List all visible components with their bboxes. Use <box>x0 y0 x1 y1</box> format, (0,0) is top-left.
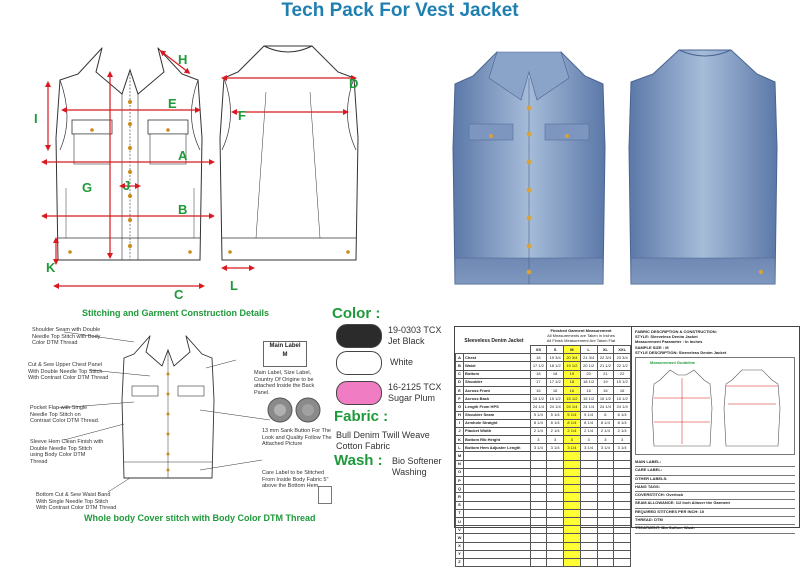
spec-table <box>455 345 631 567</box>
measure-cell: 17 1/2 <box>530 362 547 370</box>
spec-heading-3: All Finish Measurement Are Taken Flat <box>546 338 616 343</box>
point-code: O <box>456 468 464 476</box>
table-row <box>456 370 631 378</box>
measure-label-i: I <box>34 111 38 126</box>
table-row <box>456 411 631 419</box>
point-code: V <box>456 526 464 534</box>
measure-cell: 5 1/4 <box>580 411 597 419</box>
measure-cell: 19 <box>597 378 614 386</box>
measure-cell: 16 <box>530 386 547 394</box>
spec-heading-2: All Measurements are Taken in Inches <box>547 333 615 338</box>
measure-cell: 8 1/4 <box>530 419 547 427</box>
swatch-sugar-plum <box>336 381 382 405</box>
measure-cell: 18 1/2 <box>580 378 597 386</box>
measure-cell: 16 <box>580 386 597 394</box>
measure-cell: 3 1/4 <box>564 444 581 452</box>
point-name: Waist <box>464 362 531 370</box>
denim-vest-renders <box>425 38 790 293</box>
measure-cell: 2 1/4 <box>580 427 597 435</box>
table-row <box>456 468 631 476</box>
measure-cell: 15 1/2 <box>597 395 614 403</box>
measure-cell: 8 1/4 <box>547 419 564 427</box>
note-chest-panel: Cut & Sew Upper Chest Panel With Double Needle Top Stitch With Contrast Color DTM Thread <box>28 362 109 381</box>
spec-label-line: COVERSTITCH: Overlock <box>635 492 795 500</box>
spec-label-line: THREAD: DTM <box>635 517 795 525</box>
note-pocket-flap: Pocket Flap with Single Needle Top Stitch on Contrast Color DTM Thread. <box>30 405 100 424</box>
measure-label-l: L <box>230 278 238 293</box>
measure-cell: 21 3/4 <box>580 354 597 362</box>
measure-label-d: D <box>349 76 359 91</box>
spec-label-line: OTHER LABELS: <box>635 476 795 484</box>
measure-cell: 23 3/4 <box>614 354 631 362</box>
measure-label-j: J <box>123 178 131 193</box>
measure-cell: 3 <box>580 436 597 444</box>
measure-label-h: H <box>178 52 188 67</box>
point-name: Across Back <box>464 395 531 403</box>
measurement-guideline-box <box>635 357 795 455</box>
size-header-cell: S <box>547 346 564 354</box>
table-row <box>456 477 631 485</box>
swatch-sugar-plum-label: 16-2125 TCX Sugar Plum <box>388 382 442 403</box>
measure-cell: 8 1/4 <box>614 419 631 427</box>
fabric-value: Bull Denim Twill Weave Cotton Fabric <box>336 430 430 451</box>
point-code: Q <box>456 485 464 493</box>
spec-sample-size: SAMPLE SIZE : M <box>635 344 669 350</box>
main-label-box <box>263 341 307 367</box>
spec-label-line: REQUIRED STITCHES PER INCH: 10 <box>635 509 795 517</box>
spec-info-block <box>635 329 795 355</box>
measure-cell: 15 1/2 <box>547 395 564 403</box>
measure-cell: 24 1/4 <box>564 403 581 411</box>
measure-cell: 17 1/2 <box>547 378 564 386</box>
point-code: S <box>456 501 464 509</box>
size-header-cell: XL <box>597 346 614 354</box>
measure-cell: 6 1/4 <box>614 411 631 419</box>
table-row <box>456 378 631 386</box>
swatch-white-label: White <box>390 357 414 367</box>
table-row <box>456 403 631 411</box>
point-code: G <box>456 403 464 411</box>
point-code: P <box>456 477 464 485</box>
point-code: D <box>456 378 464 386</box>
measure-cell: 24 1/4 <box>547 403 564 411</box>
point-code: T <box>456 509 464 517</box>
spec-label-line: MAIN LABEL: <box>635 459 795 467</box>
measure-cell: 6 <box>597 411 614 419</box>
measure-cell: 22 <box>614 370 631 378</box>
note-shoulder-seam: Shoulder Seam with Double Needle Top Stitch with Body Color DTM Thread <box>32 327 101 346</box>
spec-style-desc: STYLE DESCRIPTION: Sleeveless Denim Jacket <box>635 349 727 355</box>
main-label-size: M <box>282 352 288 358</box>
measure-cell: 22 1/2 <box>614 362 631 370</box>
measure-cell: 18 <box>530 370 547 378</box>
measure-label-c: C <box>174 287 184 302</box>
measure-cell: 8 1/4 <box>580 419 597 427</box>
measure-cell: 15 1/2 <box>580 395 597 403</box>
measure-cell: 22 3/4 <box>597 354 614 362</box>
note-care-label: Care Label to be Stitched From Inside Body Fabric 5" above the Bottom Hem <box>262 470 329 489</box>
measure-cell: 3 <box>597 436 614 444</box>
spec-fabric-title: FABRIC DESCRIPTION & CONSTRUCTION: <box>635 329 717 334</box>
measure-cell: 15 1/2 <box>530 395 547 403</box>
guideline-sketch <box>644 368 790 452</box>
button-photo <box>266 394 324 426</box>
point-code: X <box>456 542 464 550</box>
measure-cell: 3 <box>614 436 631 444</box>
point-name: Across Front <box>464 386 531 394</box>
point-code: E <box>456 386 464 394</box>
spec-heading-1: Finished Garment Measurement <box>550 328 612 333</box>
point-code: I <box>456 419 464 427</box>
measure-cell: 16 <box>547 386 564 394</box>
spec-size-header <box>456 346 631 354</box>
point-code: Y <box>456 550 464 558</box>
measure-cell: 21 <box>597 370 614 378</box>
measure-cell: 16 <box>597 386 614 394</box>
measure-cell: 18 <box>564 378 581 386</box>
point-code: W <box>456 534 464 542</box>
measure-cell: 5 1/4 <box>564 411 581 419</box>
measure-cell: 18 <box>530 354 547 362</box>
measure-cell: 3 1/4 <box>580 444 597 452</box>
table-row <box>456 395 631 403</box>
measure-cell: 15 1/2 <box>564 395 581 403</box>
measure-cell: 5 1/4 <box>547 411 564 419</box>
point-code: L <box>456 444 464 452</box>
measure-cell: 5 1/4 <box>530 411 547 419</box>
spec-style: STYLE: Sleeveless Denim Jacket <box>635 334 698 340</box>
size-header-cell: L <box>580 346 597 354</box>
measure-cell: 19 1/2 <box>564 362 581 370</box>
measure-cell: 18 <box>547 370 564 378</box>
wash-value: Bio Softener Washing <box>392 456 442 477</box>
measure-cell: 24 1/4 <box>580 403 597 411</box>
measure-cell: 17 <box>530 378 547 386</box>
point-code: A <box>456 354 464 362</box>
main-label-title: Main Label <box>269 343 301 349</box>
measure-cell: 24 1/4 <box>614 403 631 411</box>
table-row <box>456 452 631 460</box>
point-code: J <box>456 427 464 435</box>
body-cover-caption: Whole body Cover stitch with Body Color DTM Thread <box>84 513 316 523</box>
point-name: Placket Width <box>464 427 531 435</box>
note-sleeve-hem: Sleeve Hem Clean Finish with Double Needle Top Stitch using Body Color DTM Thread <box>30 439 104 465</box>
point-code: B <box>456 362 464 370</box>
table-row <box>456 444 631 452</box>
point-name: Chest <box>464 354 531 362</box>
measure-label-g: G <box>82 180 93 195</box>
table-row <box>456 509 631 517</box>
point-code: H <box>456 411 464 419</box>
measure-cell: 15 1/2 <box>614 395 631 403</box>
measure-cell: 16 <box>614 386 631 394</box>
note-main-label: Main Label, Size Label, Country Of Origine to be attached Inside the Back Panel. <box>254 370 315 396</box>
measure-cell: 24 1/4 <box>597 403 614 411</box>
measure-label-b: B <box>178 202 188 217</box>
measure-cell: 2 1/4 <box>614 427 631 435</box>
point-name: Bottom Rib Height <box>464 436 531 444</box>
measure-cell: 19 <box>564 370 581 378</box>
measure-cell: 19 1/2 <box>614 378 631 386</box>
table-row <box>456 534 631 542</box>
measure-cell: 21 1/2 <box>597 362 614 370</box>
front-denim-vest <box>453 52 605 284</box>
measure-cell: 2 1/4 <box>564 427 581 435</box>
spec-label-line: CARE LABEL: <box>635 467 795 475</box>
size-header-cell: XXL <box>614 346 631 354</box>
point-code: F <box>456 395 464 403</box>
stitching-caption: Stitching and Garment Construction Details <box>82 308 270 318</box>
table-row <box>456 558 631 566</box>
measure-cell: 3 <box>530 436 547 444</box>
spec-label-line: SEAM ALLOWANCE: 1/2 Inch Allover the Garment <box>635 500 795 508</box>
measure-cell: 3 1/4 <box>597 444 614 452</box>
measure-cell: 8 1/4 <box>564 419 581 427</box>
measure-cell: 18 1/2 <box>547 362 564 370</box>
point-code: N <box>456 460 464 468</box>
back-denim-vest <box>629 50 777 284</box>
measure-label-a: A <box>178 148 188 163</box>
note-button: 13 mm Sank Button For The Look and Quality Follow The Attached Picture <box>262 428 332 447</box>
point-code: K <box>456 436 464 444</box>
swatch-jet-black <box>336 324 382 348</box>
point-name: Shoulder <box>464 378 531 386</box>
table-row <box>456 436 631 444</box>
measure-cell: 3 <box>547 436 564 444</box>
spec-measure-param: Measurement Parameter : In Inches <box>635 339 703 345</box>
table-row <box>456 460 631 468</box>
table-row <box>456 362 631 370</box>
measure-cell: 2 1/4 <box>597 427 614 435</box>
table-row <box>456 542 631 550</box>
point-code: R <box>456 493 464 501</box>
table-row <box>456 354 631 362</box>
table-row <box>456 501 631 509</box>
guideline-title: Measurement Guideline <box>650 360 696 365</box>
point-name: Bottom <box>464 370 531 378</box>
table-row <box>456 386 631 394</box>
page-title: Tech Pack For Vest Jacket <box>281 0 519 21</box>
measure-cell: 20 3/4 <box>564 354 581 362</box>
fabric-heading: Fabric : <box>334 408 389 425</box>
table-row <box>456 493 631 501</box>
point-code: U <box>456 517 464 525</box>
table-row <box>456 550 631 558</box>
measure-cell: 2 1/4 <box>547 427 564 435</box>
point-name: Bottom Hem Adjuster Length <box>464 444 531 452</box>
spec-style-name: Sleeveless Denim Jacket <box>464 338 524 344</box>
measure-cell: 20 <box>580 370 597 378</box>
care-label-icon <box>318 486 332 504</box>
table-row <box>456 419 631 427</box>
wash-heading: Wash : <box>334 452 383 469</box>
measure-cell: 3 1/4 <box>547 444 564 452</box>
measure-cell: 3 1/4 <box>530 444 547 452</box>
measure-cell: 16 <box>564 386 581 394</box>
point-name: Shoulder Seam <box>464 411 531 419</box>
point-code: C <box>456 370 464 378</box>
measure-cell: 8 1/4 <box>597 419 614 427</box>
swatch-jet-black-label: 19-0303 TCX Jet Black <box>388 325 442 346</box>
measure-label-f: F <box>238 108 246 123</box>
measure-cell: 2 1/4 <box>530 427 547 435</box>
measure-cell: 24 1/4 <box>530 403 547 411</box>
measure-label-k: K <box>46 260 56 275</box>
measure-cell: 20 1/2 <box>580 362 597 370</box>
spec-label-line: HANG TAGS: <box>635 484 795 492</box>
point-name: Armhole Straight <box>464 419 531 427</box>
measure-cell: 3 1/4 <box>614 444 631 452</box>
size-header-cell: XS <box>530 346 547 354</box>
table-row <box>456 427 631 435</box>
note-bottom-waist: Bottom Cut & Sew Waist Band With Single Needle Top Stitch With Contrast Color DTM Thread <box>36 492 117 511</box>
color-heading: Color : <box>332 305 381 322</box>
point-name: Length From HPS <box>464 403 531 411</box>
measure-cell: 19 3/4 <box>547 354 564 362</box>
swatch-white <box>336 351 382 375</box>
spec-sheet <box>454 326 800 565</box>
size-header-cell: M <box>564 346 581 354</box>
spec-label-line: TREATMENT: Bio Softner Wash <box>635 525 795 533</box>
table-row <box>456 485 631 493</box>
measure-label-e: E <box>168 96 177 111</box>
spec-labels-list <box>635 459 795 534</box>
point-code: Z <box>456 558 464 566</box>
point-code: M <box>456 452 464 460</box>
table-row <box>456 517 631 525</box>
measure-cell: 3 <box>564 436 581 444</box>
